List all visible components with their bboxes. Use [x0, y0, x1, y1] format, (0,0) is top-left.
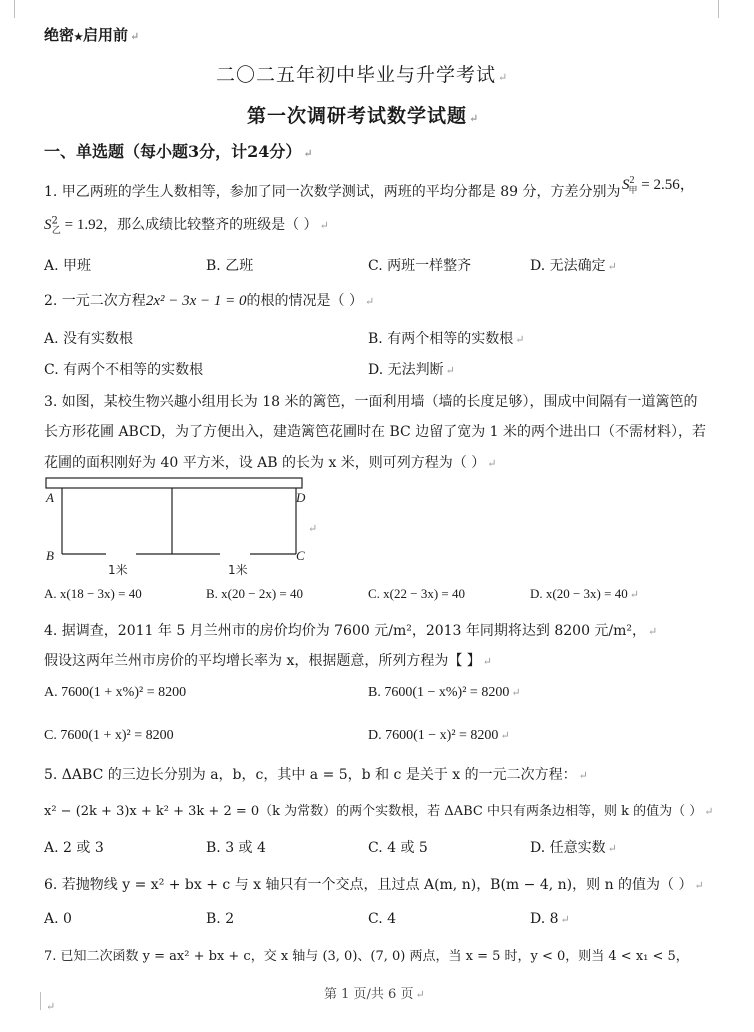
q1-option-a[interactable]: A. 甲班 [44, 258, 92, 274]
q3-option-a[interactable]: A. x(18 − 3x) = 40 [44, 586, 142, 601]
gap-label-2: 1米 [228, 563, 248, 577]
label-c: C [296, 548, 305, 563]
q2-option-c[interactable]: C. 有两个不相等的实数根 [44, 362, 204, 378]
wall-rect [46, 478, 302, 488]
q6-option-a[interactable]: A. 0 [44, 911, 72, 927]
crop-mark-bottom-left [40, 992, 41, 1010]
q1-line-1: 1. 甲乙两班的学生人数相等，参加了同一次数学测试，两班的平均分都是 89 分，方差分别为 [44, 184, 621, 200]
title-line-2: 第一次调研考试数学试题 ↵ [247, 105, 480, 127]
secret-suffix: 启用前 [82, 26, 128, 44]
star-icon: ★ [74, 32, 83, 43]
q3-figure [40, 476, 330, 582]
q4-line-1: 4. 据调查，2011 年 5 月兰州市的房价均价为 7600 元/m²，2013 年同期将达到 8200 元/m²， ↵ [44, 623, 658, 639]
gap-label-1: 1米 [108, 563, 128, 577]
page-footer: 第 1 页/共 6 页 ↵ [324, 987, 425, 1002]
q6-option-b[interactable]: B. 2 [206, 911, 235, 927]
q2-option-a[interactable]: A. 没有实数根 [44, 331, 134, 347]
q4-option-c[interactable]: C. 7600(1 + x)² = 8200 [44, 728, 174, 743]
q3-option-b[interactable]: B. x(20 − 2x) = 40 [206, 586, 303, 601]
q6-option-d[interactable]: D. 8 ↵ [530, 911, 570, 927]
q2-option-b[interactable]: B. 有两个相等的实数根 ↵ [368, 331, 525, 347]
q7-line-1: 7. 已知二次函数 y = ax² + bx + c，交 x 轴与 (3, 0)、(7, 0) 两点，当 x = 5 时，y < 0，则当 4 < x₁ < 5， [44, 949, 689, 964]
q3-line-3: 花圃的面积刚好为 40 平方米，设 AB 的长为 x 米，则可列方程为（ ） ↵ [44, 455, 497, 471]
label-b: B [46, 548, 54, 563]
q4-option-a[interactable]: A. 7600(1 + x%)² = 8200 [44, 685, 187, 700]
q6-line-1: 6. 若抛物线 y = x² + bx + c 与 x 轴只有一个交点，且过点 A(m, n)，B(m − 4, n)，则 n 的值为（ ） ↵ [44, 877, 704, 893]
secret-header: 绝密★启用前 ↵ [44, 26, 140, 44]
q5-option-c[interactable]: C. 4 或 5 [368, 840, 428, 856]
q5-line-1: 5. ΔABC 的三边长分别为 a，b，c，其中 a = 5，b 和 c 是关于 x 的一元二次方程： ↵ [44, 767, 588, 783]
title-line-1: 二〇二五年初中毕业与升学考试 ↵ [216, 64, 509, 86]
label-d: D [296, 490, 306, 505]
q4-option-b[interactable]: B. 7600(1 − x%)² = 8200 ↵ [368, 685, 521, 700]
crop-mark-left [14, 0, 15, 18]
q4-option-d[interactable]: D. 7600(1 − x)² = 8200 ↵ [368, 728, 510, 743]
secret-label: 绝密 [44, 26, 75, 44]
q3-option-d[interactable]: D. x(20 − 3x) = 40 ↵ [530, 586, 639, 601]
q5-option-a[interactable]: A. 2 或 3 [44, 840, 104, 856]
label-a: A [46, 490, 54, 505]
q1-line-2: $S^2_乙 = 1.92$，那么成绩比较整齐的班级是（ ） ↵ [44, 215, 329, 236]
final-mark: ↵ [46, 1000, 56, 1013]
q5-option-b[interactable]: B. 3 或 4 [206, 840, 266, 856]
q3-option-c[interactable]: C. x(22 − 3x) = 40 [368, 586, 465, 601]
q1-option-d[interactable]: D. 无法确定 ↵ [530, 258, 617, 274]
q1-variance-1: $S^2_甲 = 2.56$， [622, 175, 695, 195]
q2-stem: 2. 一元二次方程2x² − 3x − 1 = 0的根的情况是（ ） ↵ [44, 293, 375, 309]
q1-option-b[interactable]: B. 乙班 [206, 258, 254, 274]
q3-line-2: 长方形花圃 ABCD，为了方便出入，建造篱笆花圃时在 BC 边留了宽为 1 米的两个进出口（不需材料），若 [44, 424, 707, 440]
crop-mark-right [718, 0, 719, 18]
q5-line-2: x² − (2k + 3)x + k² + 3k + 2 = 0（k 为常数）的两个实数根，若 ΔABC 中只有两条边相等，则 k 的值为（ ） ↵ [44, 804, 714, 819]
q4-line-2: 假设这两年兰州市房价的平均增长率为 x，根据题意，所列方程为【 】 ↵ [44, 653, 493, 669]
q6-option-c[interactable]: C. 4 [368, 911, 397, 927]
section-heading: 一、单选题（每小题3分，计24分） ↵ [44, 142, 313, 161]
q3-line-1: 3. 如图，某校生物兴趣小组用长为 18 米的篱笆，一面利用墙（墙的长度足够），围成中间隔有一道篱笆的 [44, 394, 698, 410]
q2-option-d[interactable]: D. 无法判断 ↵ [368, 362, 455, 378]
q3-figure-mark: ↵ [308, 522, 318, 535]
q1-option-c[interactable]: C. 两班一样整齐 [368, 258, 472, 274]
q5-option-d[interactable]: D. 任意实数 ↵ [530, 840, 617, 856]
